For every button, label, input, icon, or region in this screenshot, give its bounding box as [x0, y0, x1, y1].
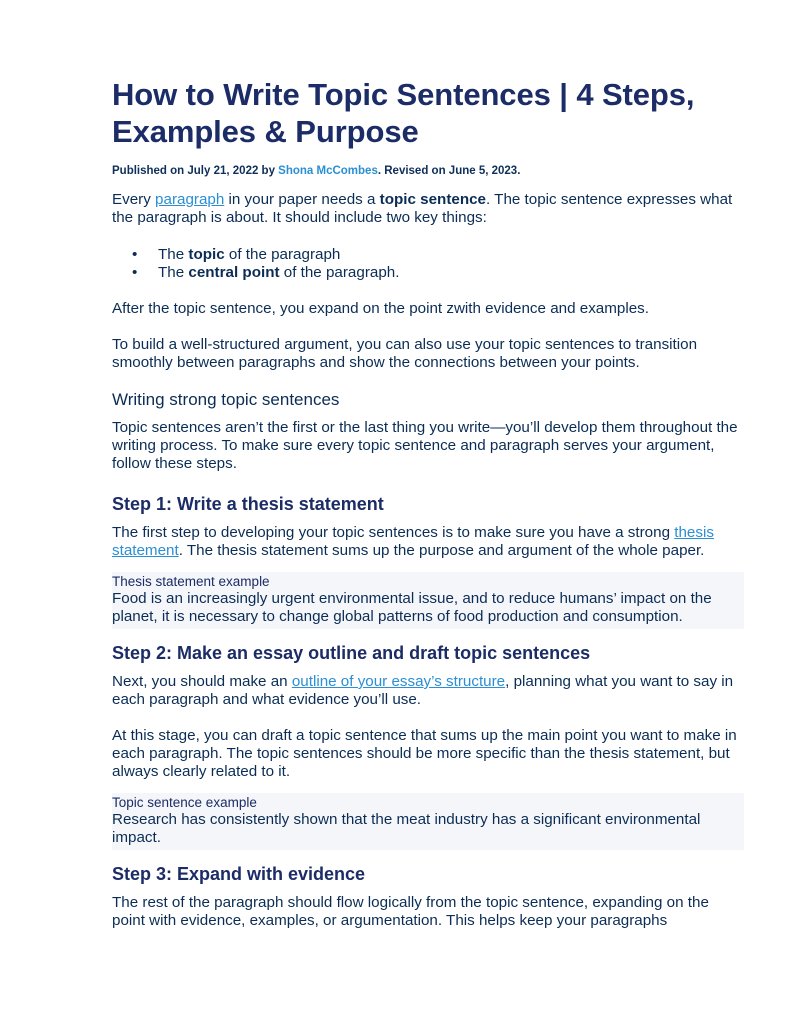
draft-paragraph: At this stage, you can draft a topic sentence that sums up the main point you want to make in each paragraph. The topic sentences should be more specific than the thesis statement, but always clearly related to it. — [112, 727, 737, 780]
example-text: Research has consistently shown that the meat industry has a significant environmental impact. — [112, 811, 701, 846]
step3-heading: Step 3: Expand with evidence — [112, 864, 366, 884]
argument-paragraph: To build a well-structured argument, you can also use your topic sentences to transition smoothly between paragraphs and show the connections between your points. — [112, 336, 698, 371]
step2-paragraph — [112, 673, 744, 709]
list-item-text: of the paragraph. — [279, 264, 400, 281]
thesis-statement-link[interactable]: thesis statement — [112, 524, 714, 559]
step1-text: The first step to developing your topic sentences is to make sure you have a strong — [112, 524, 675, 541]
list-item-bold: topic — [188, 246, 225, 263]
list-item-bold: central point — [188, 264, 280, 281]
example-text: Food is an increasingly urgent environmental issue, and to reduce humans’ impact on the planet, it is necessary to change global patterns of food production and consumption. — [112, 590, 712, 625]
writing-paragraph: Topic sentences aren’t the first or the last thing you write—you’ll develop them throughout the writing process. To make sure every topic sentence and paragraph serves your argument, follow these steps. — [112, 419, 738, 472]
list-item — [132, 264, 744, 282]
step2-heading: Step 2: Make an essay outline and draft topic sentences — [112, 643, 591, 663]
intro-text: Every — [112, 191, 156, 208]
key-things-list — [112, 246, 744, 282]
example-label: Thesis statement example — [112, 574, 270, 589]
revised-date: . Revised on June 5, 2023. — [377, 165, 521, 177]
list-item-text: The — [158, 264, 189, 281]
intro-text: . The topic sentence expresses what the paragraph is about. It should include two key things: — [112, 191, 733, 226]
published-date: Published on July 21, 2022 by — [112, 165, 279, 177]
step1-paragraph — [112, 524, 744, 560]
example-label: Topic sentence example — [112, 795, 257, 810]
step2-text: , planning what you want to say in each paragraph and what evidence you’ll use. — [112, 673, 734, 708]
author-link[interactable]: Shona McCombes — [278, 165, 378, 177]
page-title: How to Write Topic Sentences | 4 Steps, Examples & Purpose — [112, 77, 695, 149]
expand-paragraph: After the topic sentence, you expand on the point zwith evidence and examples. — [112, 300, 649, 317]
writing-heading: Writing strong topic sentences — [112, 390, 340, 409]
bullet-icon: • — [132, 264, 138, 281]
list-item-text: of the paragraph — [224, 246, 341, 263]
step3-paragraph: The rest of the paragraph should flow logically from the topic sentence, expanding on the point with evidence, examples, or argumentation. This helps keep your paragraphs — [112, 894, 709, 929]
intro-paragraph — [112, 191, 744, 227]
step1-heading: Step 1: Write a thesis statement — [112, 494, 384, 514]
essay-outline-link[interactable]: outline of your essay’s structure — [291, 673, 506, 690]
list-item — [132, 246, 744, 264]
list-item-text: The — [158, 246, 189, 263]
thesis-example-box — [112, 572, 744, 629]
bullet-icon: • — [132, 246, 138, 263]
publication-meta — [112, 163, 744, 179]
paragraph-link[interactable]: paragraph — [155, 191, 225, 208]
intro-text: in your paper needs a — [224, 191, 380, 208]
step2-text: Next, you should make an — [112, 673, 292, 690]
step1-text: . The thesis statement sums up the purpose and argument of the whole paper. — [178, 542, 705, 559]
topic-sentence-example-box — [112, 793, 744, 850]
topic-sentence-bold: topic sentence — [379, 191, 486, 208]
